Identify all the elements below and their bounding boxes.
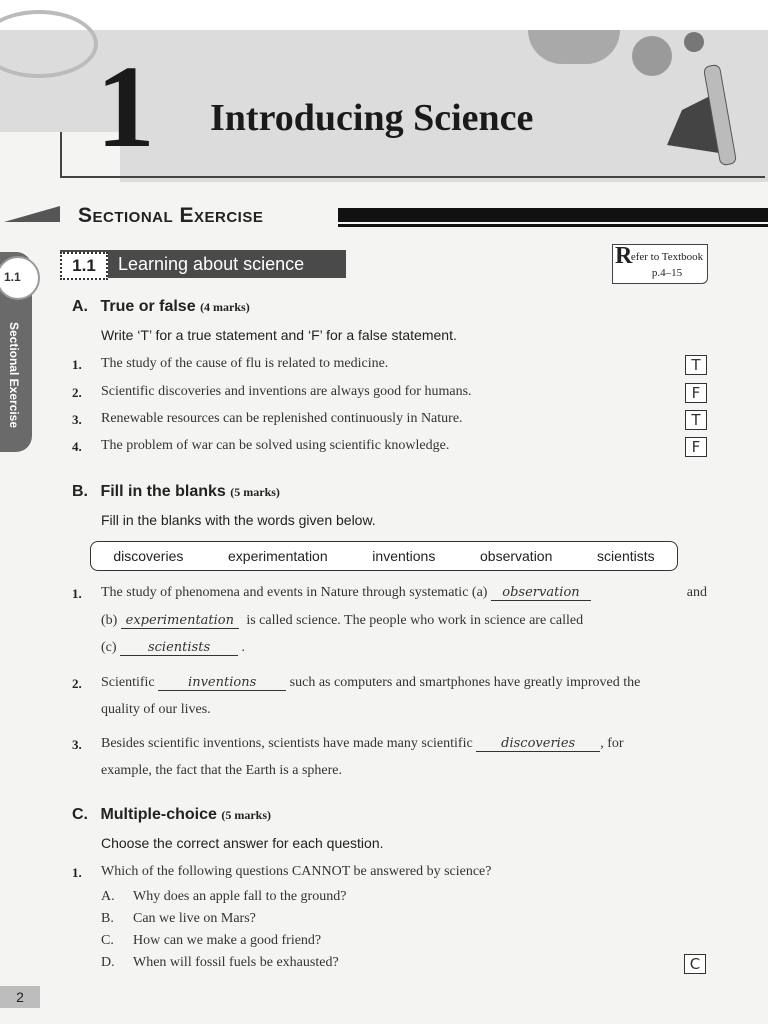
partB-q3-line2: example, the fact that the Earth is a sphere. xyxy=(101,763,343,778)
textbook-reference xyxy=(612,244,708,284)
partB-q3-pre: Besides scientific inventions, scientists have made many scientific xyxy=(101,736,473,751)
partB-q1-number: 1. xyxy=(72,586,82,601)
partB-instruction: Fill in the blanks with the words given below. xyxy=(101,512,376,528)
chapter-rule-vertical xyxy=(60,132,62,178)
partC-q1-answer[interactable]: C xyxy=(684,954,706,974)
option-text: How can we make a good friend? xyxy=(133,933,322,948)
decor-circle-3 xyxy=(684,32,704,52)
banner-bar xyxy=(338,208,768,222)
partA-q3-answer[interactable]: T xyxy=(685,410,707,430)
section-number: 1.1 xyxy=(60,252,108,280)
ref-letter: R xyxy=(615,243,633,269)
partA-q4-answer[interactable]: F xyxy=(685,437,707,457)
option-letter: C. xyxy=(101,933,114,948)
partB-q2-pre: Scientific xyxy=(101,675,155,690)
partC-q1-option xyxy=(101,911,256,927)
partA-q4-number: 4. xyxy=(72,439,82,454)
option-letter: D. xyxy=(101,955,115,970)
partA-instruction: Write ‘T’ for a true statement and ‘F’ for a false statement. xyxy=(101,327,457,343)
partA-q4-text: The problem of war can be solved using scientific knowledge. xyxy=(101,438,450,453)
chapter-number: 1 xyxy=(96,41,155,172)
option-text: Why does an apple fall to the ground? xyxy=(133,889,347,904)
partB-q3-number: 3. xyxy=(72,737,82,752)
partB-q2-line2: quality of our lives. xyxy=(101,702,211,717)
partB-q1-b-label: (b) xyxy=(101,613,118,628)
side-tab-number: 1.1 xyxy=(4,270,21,284)
partB-q1-blank-b[interactable]: experimentation xyxy=(121,613,239,629)
partA-q1-text: The study of the cause of flu is related to medicine. xyxy=(101,356,389,371)
chapter-title: Introducing Science xyxy=(210,97,534,139)
partC-instruction: Choose the correct answer for each question. xyxy=(101,835,384,851)
partA-q2-text: Scientific discoveries and inventions are always good for humans. xyxy=(101,384,472,399)
partA-q1-answer[interactable]: T xyxy=(685,355,707,375)
partC-title: Multiple-choice xyxy=(100,806,217,823)
option-text: When will fossil fuels be exhausted? xyxy=(133,955,339,970)
partA-q1-number: 1. xyxy=(72,357,82,372)
partC-heading xyxy=(72,806,271,824)
partB-title: Fill in the blanks xyxy=(100,483,226,500)
partB-letter: B. xyxy=(72,483,88,500)
partB-q1-line2 xyxy=(101,613,711,629)
partB-q1-line3 xyxy=(101,640,245,656)
partB-q1-line1 xyxy=(101,585,711,601)
partA-heading xyxy=(72,298,250,316)
word-bank xyxy=(90,541,678,571)
word-bank-item: experimentation xyxy=(228,548,328,564)
partC-marks: (5 marks) xyxy=(221,808,272,822)
side-tab-label: Sectional Exercise xyxy=(7,321,21,429)
partC-q1-option xyxy=(101,889,346,905)
chapter-rule xyxy=(60,176,765,178)
partB-q1-blank-c[interactable]: scientists xyxy=(120,640,238,656)
partB-q3-blank[interactable]: discoveries xyxy=(476,736,600,752)
partB-q3-post: , for xyxy=(600,736,624,751)
partC-letter: C. xyxy=(72,806,88,823)
partC-q1-number: 1. xyxy=(72,865,82,880)
partB-q2-blank[interactable]: inventions xyxy=(158,675,286,691)
partB-q1-end: . xyxy=(241,640,246,655)
word-bank-item: inventions xyxy=(372,548,436,564)
partA-letter: A. xyxy=(72,298,88,315)
flask-icon xyxy=(662,60,762,170)
partB-marks: (5 marks) xyxy=(230,485,280,499)
word-bank-item: scientists xyxy=(597,548,655,564)
partB-q1-and: and xyxy=(686,585,707,600)
partA-marks: (4 marks) xyxy=(200,300,250,314)
banner-wedge xyxy=(4,206,60,222)
option-letter: B. xyxy=(101,911,114,926)
partB-q2-post: such as computers and smartphones have greatly improved the xyxy=(289,675,641,690)
partB-q1-text2: is called science. The people who work in science are called xyxy=(246,613,584,628)
partB-q1-blank-a[interactable]: observation xyxy=(491,585,591,601)
partB-q1-c-label: (c) xyxy=(101,640,117,655)
partA-q2-answer[interactable]: F xyxy=(685,383,707,403)
section-title: Learning about science xyxy=(118,254,305,274)
partB-q2-line1 xyxy=(101,675,711,691)
option-text: Can we live on Mars? xyxy=(133,911,256,926)
partB-q3-line1 xyxy=(101,736,711,752)
partA-q2-number: 2. xyxy=(72,385,82,400)
page-number: 2 xyxy=(0,986,40,1008)
word-bank-item: discoveries xyxy=(113,548,184,564)
partA-title: True or false xyxy=(100,298,196,315)
ref-title: efer to Textbook xyxy=(630,251,704,263)
partA-q3-text: Renewable resources can be replenished continuously in Nature. xyxy=(101,411,463,426)
option-letter: A. xyxy=(101,889,115,904)
partB-q2-number: 2. xyxy=(72,676,82,691)
partC-q1-option xyxy=(101,955,339,971)
partA-q3-number: 3. xyxy=(72,412,82,427)
banner-title: Sectional Exercise xyxy=(78,204,264,227)
partB-heading xyxy=(72,483,280,501)
partB-q1-text: The study of phenomena and events in Nature through systematic (a) xyxy=(101,585,488,600)
ref-pages: p.4–15 xyxy=(651,267,683,279)
banner-bar-thin xyxy=(338,224,768,227)
word-bank-item: observation xyxy=(480,548,553,564)
page-top xyxy=(0,0,768,30)
partC-q1-text: Which of the following questions CANNOT be answered by science? xyxy=(101,864,492,879)
partC-q1-option xyxy=(101,933,321,949)
